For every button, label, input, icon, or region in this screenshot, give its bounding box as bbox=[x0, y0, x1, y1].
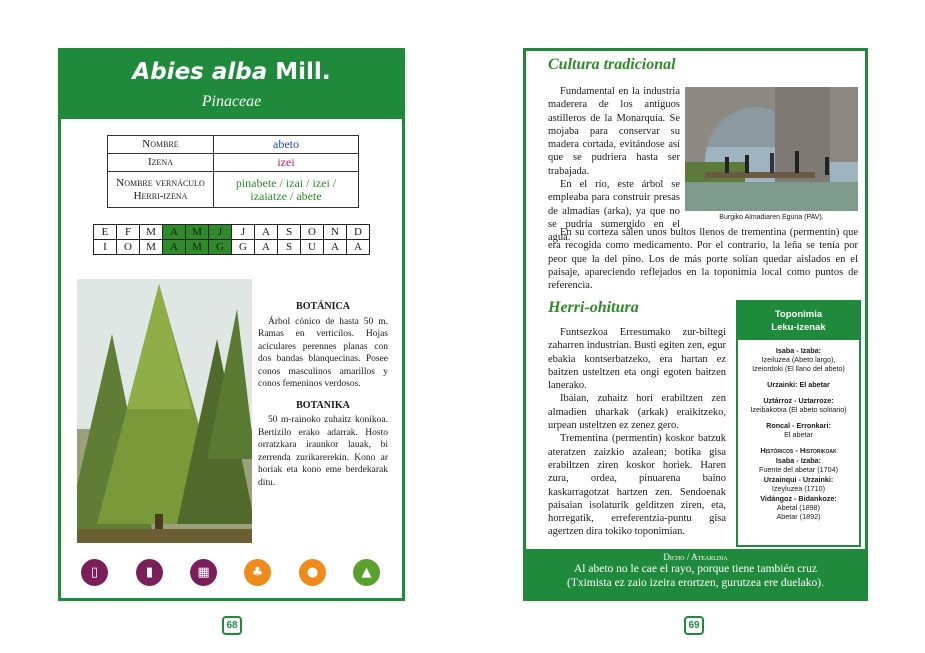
months-row-eu bbox=[94, 240, 370, 255]
book-icon: ▯ bbox=[81, 559, 108, 586]
species-scientific-name: Abies alba bbox=[132, 59, 268, 85]
month-cell-es: N bbox=[324, 225, 347, 240]
names-table bbox=[107, 135, 359, 208]
toponymy-entry bbox=[738, 456, 859, 474]
conifer-icon: ▲ bbox=[353, 559, 380, 586]
botany-eu-title: BOTANIKA bbox=[296, 399, 350, 411]
toponymy-entry bbox=[738, 396, 859, 414]
toponymy-entry bbox=[738, 475, 859, 493]
toponymy-historic-label: Históricos - Historikoak bbox=[760, 446, 837, 455]
vernacular-label-es: Nombre vernáculo bbox=[116, 176, 205, 189]
names-row bbox=[108, 136, 359, 154]
culture-text-wide bbox=[548, 226, 858, 292]
herri-paragraph-3: Trementina (permentin) koskor batzuk ateratzen zaizkio azalean; botika gisa erabiltzen ziren koskor horiek. Haren zura, ordea, pinuarena baino kaskarragotzat hartzen zen. Sendoenak paisaian isolaturik gelditzen ziren, eta, horregatik, erreferentzia-puntu gisa agertzen dira tokiko toponimian. bbox=[548, 433, 726, 538]
name-label: Nombre bbox=[108, 136, 214, 154]
month-cell-es: A bbox=[163, 225, 186, 240]
toponymy-name: Fuente del abetar (1704) bbox=[758, 465, 839, 474]
month-cell-es: A bbox=[255, 225, 278, 240]
month-cell-eu: U bbox=[301, 240, 324, 255]
botany-eu-text: 50 m-rainoko zuhaitz konikoa. Bertizilo erako adarrak. Hosto orratzkara iraunkor lauak, bi zerrenda zurikarerekin. Kono ar horiak eta kono eme berdekarak ditu. bbox=[258, 415, 388, 488]
toponymy-place: Urzainki: El abetar bbox=[767, 380, 830, 389]
toponymy-place: Vidángoz - Bidankoze: bbox=[760, 494, 837, 503]
name-label: Izena bbox=[108, 154, 214, 172]
month-cell-es: M bbox=[140, 225, 163, 240]
culture-paragraph-1: Fundamental en la industria maderera de los antiguos astilleros de la Monarquía. Se mojaba para conservar su madera cortada, evitándose así que se pudriera hasta ser trabajada. bbox=[548, 86, 680, 177]
name-value: abeto bbox=[214, 136, 359, 154]
toponymy-name: Izeiordoki (El llano del abeto) bbox=[752, 364, 845, 373]
toponymy-place: Roncal - Erronkari: bbox=[766, 421, 831, 430]
month-cell-eu: M bbox=[186, 240, 209, 255]
month-cell-es: M bbox=[186, 225, 209, 240]
toponymy-place: Isaba - Izaba: bbox=[775, 346, 822, 355]
month-cell-eu: O bbox=[117, 240, 140, 255]
culture-paragraph-2: En el río, este árbol se empleaba para construir presas de almadías (arka), ya que no se pudría sumergido en el agua. bbox=[548, 179, 680, 244]
name-value bbox=[214, 172, 359, 208]
page-number-left: 68 bbox=[222, 616, 242, 635]
month-cell-eu: A bbox=[163, 240, 186, 255]
species-family: Pinaceae bbox=[201, 93, 262, 110]
tree-round-icon: ♣ bbox=[244, 559, 271, 586]
month-cell-es: S bbox=[278, 225, 301, 240]
names-row bbox=[108, 154, 359, 172]
bridge-illustration bbox=[685, 87, 858, 211]
saying-basque: (Tximista ez zaio izeira erortzen, gurutzea ere duelako). bbox=[566, 577, 824, 589]
months-row-es bbox=[94, 225, 370, 240]
toponymy-name: Izeibakotxa (El abeto solitario) bbox=[750, 405, 847, 414]
toponymy-name: Izeyluzea (1710) bbox=[771, 484, 826, 493]
month-cell-eu: S bbox=[278, 240, 301, 255]
vernacular-value-2: izaiatze / abete bbox=[250, 188, 322, 203]
botany-es-title: BOTÁNICA bbox=[296, 301, 350, 312]
saying-spanish: Al abeto no le cae el rayo, porque tiene también cruz bbox=[574, 563, 817, 575]
month-cell-es: F bbox=[117, 225, 140, 240]
right-page bbox=[523, 48, 868, 601]
month-cell-es: D bbox=[347, 225, 370, 240]
name-value: izei bbox=[214, 154, 359, 172]
toponymy-entry bbox=[738, 346, 859, 373]
craft-icon: ▦ bbox=[190, 559, 217, 586]
photo-caption: Burgiko Almadiaren Eguna (PAV). bbox=[719, 214, 824, 221]
toponymy-name: Izeiluzea (Abeto largo), bbox=[761, 355, 836, 364]
toponymy-body bbox=[738, 340, 859, 521]
toponymy-title-es: Toponimia bbox=[774, 309, 823, 320]
page-number-right: 69 bbox=[684, 616, 704, 635]
herri-text bbox=[548, 326, 726, 539]
species-author: Mill. bbox=[275, 59, 331, 85]
botany-section bbox=[258, 301, 388, 498]
drop-icon: ● bbox=[299, 559, 326, 586]
toponymy-entry bbox=[738, 380, 859, 389]
species-title bbox=[61, 59, 402, 85]
toponymy-name: El abetar bbox=[784, 430, 813, 439]
left-page bbox=[58, 48, 405, 601]
toponymy-place: Urzainqui - Urzainki: bbox=[763, 475, 834, 484]
toponymy-name: Abetar (1892) bbox=[776, 512, 821, 521]
botany-es-text: Árbol cónico de hasta 50 m. Ramas en verticilos. Hojas aciculares perennes planas con dos bandas blanquecinas. Posee conos masculinos amarillos y conos femeninos verdosos. bbox=[258, 316, 388, 389]
vernacular-value-1: pinabete / izai / izei / bbox=[235, 175, 337, 190]
toponymy-box bbox=[736, 300, 861, 547]
month-cell-eu: G bbox=[232, 240, 255, 255]
names-row bbox=[108, 172, 359, 208]
month-cell-eu: M bbox=[140, 240, 163, 255]
species-header bbox=[61, 51, 402, 119]
flowering-months bbox=[93, 224, 370, 255]
section-title-herri: Herri-ohitura bbox=[548, 299, 639, 316]
herri-paragraph-2: Ibaian, zuhaitz hori erabiltzen zen almadien uharkak (arkak) eraikitzeko, urpean usteltzen ez zenez gero. bbox=[548, 393, 726, 432]
toponymy-header bbox=[738, 302, 859, 340]
culture-paragraph-3: En su corteza salen unos bultos llenos de trementina (permentin) que era recogida como medicamento. Por el contrario, la leña se tenía por peor que la del pino. Los de más porte solían quedar aislados en el paisaje, apareciendo reflejados en la toponimia local como puntos de referencia. bbox=[548, 227, 858, 292]
month-cell-es: J bbox=[232, 225, 255, 240]
month-cell-es: J bbox=[209, 225, 232, 240]
toponymy-name: Abetal (1898) bbox=[776, 503, 821, 512]
toponymy-entry bbox=[738, 421, 859, 439]
river-photo bbox=[685, 87, 858, 211]
month-cell-eu: A bbox=[255, 240, 278, 255]
toponymy-place: Uztárroz - Uztarroze: bbox=[763, 396, 834, 405]
bottle-icon: ▮ bbox=[136, 559, 163, 586]
saying-banner bbox=[526, 549, 865, 601]
culture-text-col bbox=[548, 85, 680, 245]
month-cell-eu: A bbox=[324, 240, 347, 255]
month-cell-es: E bbox=[94, 225, 117, 240]
tree-illustration bbox=[77, 279, 252, 543]
vernacular-label-eu: Herri-izena bbox=[133, 189, 188, 202]
month-cell-eu: A bbox=[347, 240, 370, 255]
month-cell-eu: I bbox=[94, 240, 117, 255]
toponymy-entry bbox=[738, 494, 859, 521]
section-title-culture: Cultura tradicional bbox=[548, 56, 676, 73]
toponymy-title-eu: Leku-izenak bbox=[771, 322, 826, 333]
month-cell-eu: G bbox=[209, 240, 232, 255]
herri-paragraph-1: Funtsezkoa Erresumako zur-biltegi zaharren industrian. Busti egiten zen, egur ebakia kontserbatzeko, era hartan ez baitzen usteltzen eta ongi egoten baitzen lanerako. bbox=[548, 327, 726, 392]
usage-icons bbox=[81, 559, 381, 589]
tree-photo bbox=[77, 279, 252, 543]
saying-label: Dicho / Atearldia bbox=[663, 552, 728, 562]
month-cell-es: O bbox=[301, 225, 324, 240]
name-label bbox=[108, 172, 214, 208]
toponymy-place: Isaba - Izaba: bbox=[775, 456, 822, 465]
